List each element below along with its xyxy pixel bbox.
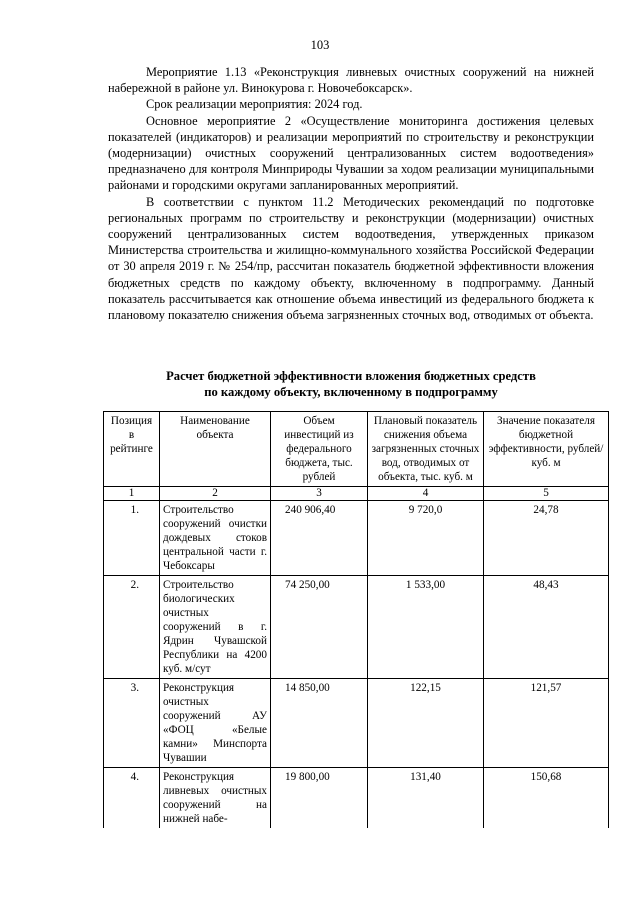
cell-object-name: Строительство сооружений очистки дождевых стоков центральной части г. Чебоксары bbox=[160, 501, 271, 576]
column-number: 2 bbox=[160, 487, 271, 501]
column-number: 5 bbox=[484, 487, 609, 501]
cell-position: 3. bbox=[104, 679, 160, 768]
table-row bbox=[104, 501, 609, 576]
column-number: 3 bbox=[271, 487, 368, 501]
table-title bbox=[108, 368, 594, 400]
column-number: 1 bbox=[104, 487, 160, 501]
paragraph: В соответствии с пунктом 11.2 Методических рекомендаций по подготовке региональных программ по строительству и реконструкции (модернизации) очистных сооружений централизованных систем водоотведения, утвержденных приказом Министерства строительства и жилищно-коммунального хозяйства Российской Федерации от 30 апреля 2019 г. № 254/пр, рассчитан показатель бюджетной эффективности вложения бюджетных средств по каждому объекту, включенному в подпрограмму. Данный показатель рассчитывается как отношение объема инвестиций из федерального бюджета к плановому показателю снижения объема загрязненных сточных вод, отводимых от объекта. bbox=[108, 194, 594, 323]
cell-efficiency-value: 48,43 bbox=[484, 576, 609, 679]
cell-planned-reduction: 122,15 bbox=[368, 679, 484, 768]
cell-position: 2. bbox=[104, 576, 160, 679]
page-number: 103 bbox=[310, 38, 330, 52]
table-row bbox=[104, 576, 609, 679]
cell-planned-reduction: 131,40 bbox=[368, 768, 484, 829]
table-title-line: по каждому объекту, включенному в подпрограмму bbox=[204, 385, 498, 399]
cell-efficiency-value: 24,78 bbox=[484, 501, 609, 576]
header-object-name: Наименование объекта bbox=[160, 412, 271, 487]
cell-object-name: Реконструкция ливневых очистных сооружений на нижней набе- bbox=[160, 768, 271, 829]
cell-investment-volume: 74 250,00 bbox=[271, 576, 368, 679]
cell-planned-reduction: 1 533,00 bbox=[368, 576, 484, 679]
cell-efficiency-value: 150,68 bbox=[484, 768, 609, 829]
efficiency-table bbox=[103, 411, 609, 828]
cell-position: 1. bbox=[104, 501, 160, 576]
table-row bbox=[104, 679, 609, 768]
cell-position: 4. bbox=[104, 768, 160, 829]
header-efficiency-value: Значение показателя бюджетной эффективности, рублей/куб. м bbox=[484, 412, 609, 487]
cell-investment-volume: 19 800,00 bbox=[271, 768, 368, 829]
table-header-row bbox=[104, 412, 609, 487]
paragraph: Мероприятие 1.13 «Реконструкция ливневых очистных сооружений на нижней набережной в районе ул. Винокурова г. Новочебоксарск». bbox=[108, 65, 594, 96]
cell-investment-volume: 14 850,00 bbox=[271, 679, 368, 768]
body-text bbox=[108, 64, 594, 323]
cell-investment-volume: 240 906,40 bbox=[271, 501, 368, 576]
column-number: 4 bbox=[368, 487, 484, 501]
header-investment-volume: Объем инвестиций из федерального бюджета, тыс. рублей bbox=[271, 412, 368, 487]
header-position: Позиция в рейтинге bbox=[104, 412, 160, 487]
paragraph: Основное мероприятие 2 «Осуществление мониторинга достижения целевых показателей (индикаторов) и реализации мероприятий по строительству и реконструкции (модернизации) очистных сооружений централизованных систем водоотведения» предназначено для контроля Минприроды Чувашии за ходом реализации муниципальными районами и городскими округами запланированных мероприятий. bbox=[108, 113, 594, 193]
column-number-row bbox=[104, 487, 609, 501]
table-row bbox=[104, 768, 609, 829]
table-title-line: Расчет бюджетной эффективности вложения бюджетных средств bbox=[166, 369, 536, 383]
cell-efficiency-value: 121,57 bbox=[484, 679, 609, 768]
paragraph: Срок реализации мероприятия: 2024 год. bbox=[146, 97, 363, 112]
cell-object-name: Реконструкция очистных сооружений АУ «ФОЦ «Белые камни» Минспорта Чувашии bbox=[160, 679, 271, 768]
header-planned-reduction: Плановый показатель снижения объема загрязненных сточных вод, отводимых от объекта, тыс. куб. м bbox=[368, 412, 484, 487]
cell-planned-reduction: 9 720,0 bbox=[368, 501, 484, 576]
cell-object-name: Строительство биологических очистных сооружений в г. Ядрин Чувашской Республики на 4200 куб. м/сут bbox=[160, 576, 271, 679]
